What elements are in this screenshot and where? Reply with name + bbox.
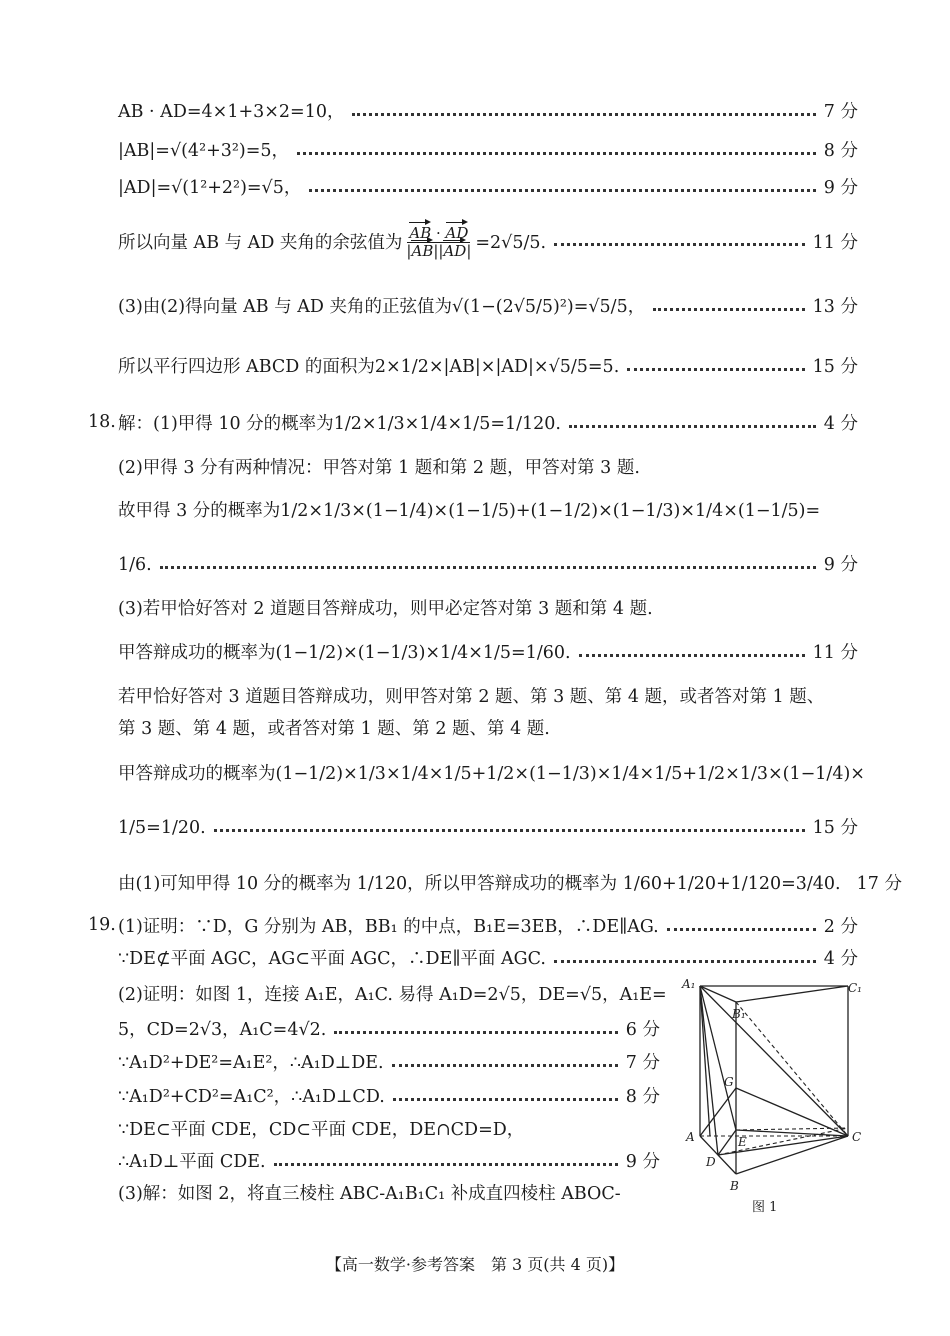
leader-dots (393, 1098, 618, 1101)
line-text: 若甲恰好答对 3 道题目答辩成功，则甲答对第 2 题、第 3 题、第 4 题，或者答对第 1 题、 (118, 687, 825, 707)
q18-part3-case2a (118, 685, 858, 709)
line-text: 所以平行四边形 ABCD 的面积为 (118, 357, 375, 377)
label-B1: B₁ (732, 1007, 746, 1021)
line-text: ∴A₁D⊥平面 CDE. (118, 1152, 266, 1172)
leader-dots (274, 1163, 618, 1166)
score: 11 分 (812, 232, 858, 253)
label-A: A (686, 1130, 695, 1144)
q18-part3-intro (118, 597, 858, 621)
score: 9 分 (823, 555, 858, 575)
line-text: ∵DE⊂平面 CDE，CD⊂平面 CDE，DE∩CD=D， (118, 1120, 525, 1140)
line-text: (3)若甲恰好答对 2 道题目答辩成功，则甲必定答对第 3 题和第 4 题. (118, 599, 653, 619)
line-result: 1/2×1/3×(1−1/4)×(1−1/5)+(1−1/2)×(1−1/3)×1/4×(1−1/5)= (280, 501, 821, 521)
leader-dots (309, 189, 815, 192)
line-text: 1/6. (118, 555, 152, 575)
line-text: 1/5=1/20. (118, 818, 206, 838)
line-result: 1/2×1/3×1/4×1/5=1/120. (333, 414, 561, 434)
q18-part3-result2 (118, 816, 858, 840)
q19-part2-values (118, 1018, 660, 1042)
line-text: (2)甲得 3 分有两种情况：甲答对第 1 题和第 2 题，甲答对第 3 题. (118, 458, 640, 478)
line-result: √(1−(2√5/5)²)=√5/5， (452, 297, 646, 317)
score: 9 分 (625, 1152, 660, 1172)
label-C: C (852, 1130, 862, 1144)
leader-dots (297, 152, 816, 155)
leader-dots (392, 1064, 618, 1067)
score: 8 分 (823, 141, 858, 161)
label-C1: C₁ (848, 981, 862, 995)
leader-dots (579, 654, 805, 657)
line-text: (3)解：如图 2，将直三棱柱 ABC-A₁B₁C₁ 补成直四棱柱 ABOC- (118, 1184, 621, 1204)
leader-dots (653, 308, 804, 311)
line-result: (1−1/2)×1/3×1/4×1/5+1/2×(1−1/3)×1/4×1/5+1/2×1/3×(1−1/4)× (275, 764, 865, 784)
line-text: ∵DE⊄平面 AGC，AG⊂平面 AGC，∴DE∥平面 AGC. (118, 949, 546, 969)
line-text: 甲答辩成功的概率为 (118, 643, 276, 663)
leader-dots (334, 1031, 617, 1034)
line-text: ∵A₁D²+DE²=A₁E²，∴A₁D⊥DE. (118, 1053, 384, 1073)
leader-dots (160, 566, 816, 569)
line-text: 解：(1)甲得 10 分的概率为 (118, 414, 334, 434)
q19-part2-perp2 (118, 1085, 660, 1109)
score: 15 分 (812, 357, 858, 377)
line-ab-magnitude (118, 139, 858, 163)
q18-part2-calc (118, 499, 858, 523)
label-A1: A₁ (682, 978, 696, 991)
q18-part2-result (118, 553, 858, 577)
leader-dots (627, 368, 804, 371)
label-G: G (724, 1075, 734, 1089)
line-text: 所以向量 AB 与 AD 夹角的余弦值为 (118, 232, 403, 253)
label-D: D (706, 1155, 716, 1169)
q19-part1b (118, 947, 858, 971)
label-E: E (738, 1135, 747, 1149)
line-text: ∵A₁D²+CD²=A₁C²，∴A₁D⊥CD. (118, 1087, 385, 1107)
line-text: (1)证明：∵D，G 分别为 AB，BB₁ 的中点，B₁E=3EB，∴DE∥AG. (118, 917, 659, 937)
q19-part2-conclusion (118, 1150, 660, 1174)
leader-dots (569, 425, 816, 428)
score: 4 分 (823, 949, 858, 969)
line-text: 甲答辩成功的概率为 (118, 764, 276, 784)
line-result: (1−1/2)×(1−1/3)×1/4×1/5=1/60. (275, 643, 571, 663)
line-text: |AB|=√(4²+3²)=5， (118, 141, 290, 161)
score: 13 分 (812, 297, 858, 317)
line-text: 由(1)可知甲得 10 分的概率为 1/120，所以甲答辩成功的概率为 1/60+1/20+1/120=3/40. (118, 874, 841, 894)
line-text: |AD|=√(1²+2²)=√5， (118, 178, 302, 198)
cosine-fraction: $\frac{AB \cdot AD}{|AB||AD|}$ (406, 224, 472, 260)
q18-part1 (118, 412, 858, 436)
line-text: 5，CD=2√3，A₁C=4√2. (118, 1020, 327, 1040)
line-result: 2×1/2×|AB|×|AD|×√5/5=5. (374, 357, 620, 377)
leader-dots (352, 113, 815, 116)
line-text: (2)证明：如图 1，连接 A₁E，A₁C. 易得 A₁D=2√5，DE=√5，A₁E= (118, 985, 667, 1005)
line-sine (118, 295, 858, 319)
score: 7 分 (625, 1053, 660, 1073)
q18-part3-calc2 (118, 762, 865, 786)
line-text: 故甲得 3 分的概率为 (118, 501, 281, 521)
leader-dots (554, 960, 816, 963)
score: 2 分 (823, 917, 858, 937)
q19-part2-intro (118, 983, 667, 1007)
q18-part3-case2b (118, 717, 858, 741)
leader-dots (554, 243, 805, 246)
leader-dots (214, 829, 805, 832)
line-cosine (118, 225, 858, 260)
q19-part1a (118, 915, 858, 939)
score: 7 分 (823, 102, 858, 122)
page-footer: 【高一数学·参考答案 第 3 页(共 4 页)】 (325, 1255, 625, 1274)
score: 9 分 (823, 178, 858, 198)
score: 8 分 (625, 1087, 660, 1107)
line-result: =2√5/5. (475, 232, 547, 253)
q18-final (118, 872, 902, 896)
line-text: AB · AD=4×1+3×2=10， (118, 102, 345, 122)
line-text: (3)由(2)得向量 AB 与 AD 夹角的正弦值为 (118, 297, 452, 317)
prism-figure (680, 978, 870, 1218)
q19-part2-perp1 (118, 1051, 660, 1075)
q19-part2-planes (118, 1118, 660, 1142)
leader-dots (667, 928, 816, 931)
line-dot-product (118, 100, 858, 124)
question-number-19: 19. (88, 915, 116, 935)
figure-caption: 图 1 (752, 1200, 778, 1215)
q18-part3-calc1 (118, 641, 858, 665)
line-text: 第 3 题、第 4 题，或者答对第 1 题、第 2 题、第 4 题. (118, 719, 550, 739)
question-number-18: 18. (88, 412, 116, 432)
score: 11 分 (812, 643, 858, 663)
score: 17 分 (856, 874, 902, 894)
score: 4 分 (823, 414, 858, 434)
line-ad-magnitude (118, 176, 858, 200)
q18-part2-intro (118, 456, 858, 480)
score: 6 分 (625, 1020, 660, 1040)
score: 15 分 (812, 818, 858, 838)
line-area (118, 355, 858, 379)
q19-part3-intro (118, 1182, 660, 1206)
label-B: B (730, 1179, 739, 1193)
